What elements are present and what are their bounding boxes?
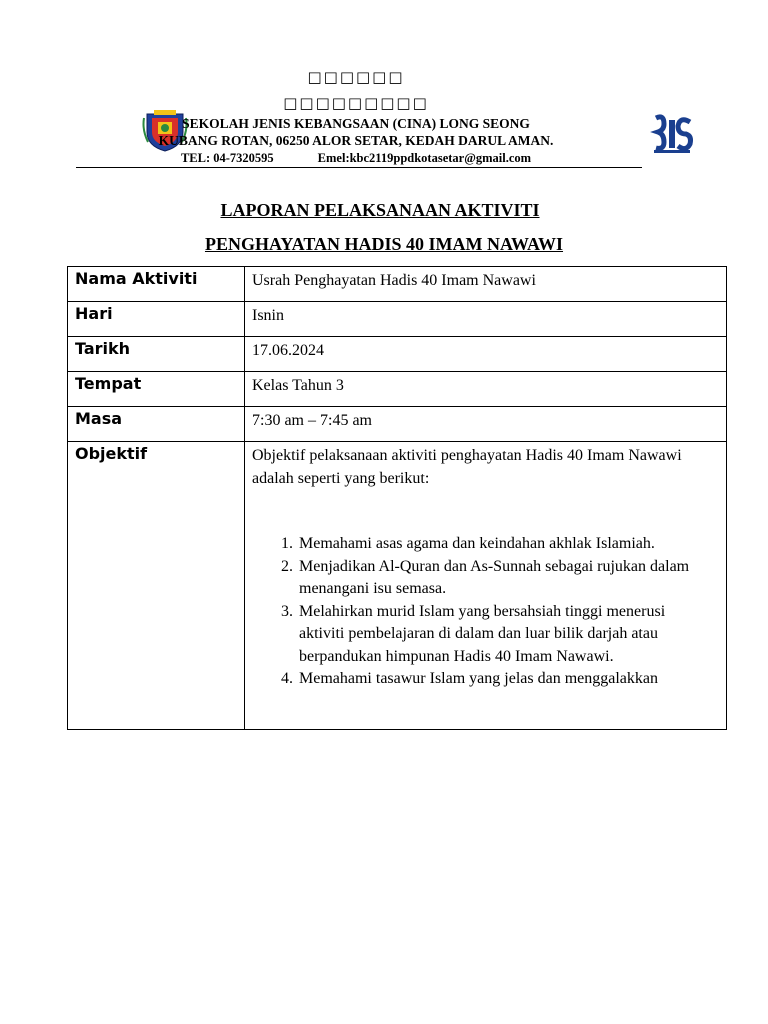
contact-line [0,150,712,166]
row-value: Usrah Penghayatan Hadis 40 Imam Nawawi [245,267,727,302]
list-item: 1. Memahami asas agama dan keindahan akhlak Islamiah. [297,533,714,556]
table-row-objective [68,442,727,730]
objective-cell [245,442,727,730]
telephone: TEL: 04-7320595 [180,151,274,165]
report-info-table [67,266,727,730]
row-label: Tempat [68,372,245,407]
list-item: 3. Melahirkan murid Islam yang bersahsiah tinggi menerusi aktiviti pembelajaran di dalam dan luar bilik darjah atau berpandukan himpunan Hadis 40 Imam Nawawi. [297,601,714,669]
row-value: 17.06.2024 [245,337,727,372]
school-name-cjk-line1: □□□□□□ [307,68,405,86]
letterhead-divider [76,167,642,168]
row-label: Hari [68,302,245,337]
ppd-badge-icon [650,112,694,156]
row-label: Tarikh [68,337,245,372]
report-title-line1: LAPORAN PELAKSANAAN AKTIVITI [220,200,540,220]
table-row [68,372,727,407]
email: Emel:kbc2119ppdkotasetar@gmail.com [317,151,532,165]
school-name: SEKOLAH JENIS KEBANGSAAN (CINA) LONG SEONG [182,116,530,131]
row-label: Nama Aktiviti [68,267,245,302]
school-name-cjk-line2: □□□□□□□□□ [283,94,429,112]
list-item: 4. Memahami tasawur Islam yang jelas dan menggalakkan [297,668,714,691]
school-address: KUBANG ROTAN, 06250 ALOR SETAR, KEDAH DARUL AMAN. [158,133,554,148]
row-label: Masa [68,407,245,442]
objective-list [252,533,726,691]
table-row [68,337,727,372]
report-title-line2: PENGHAYATAN HADIS 40 IMAM NAWAWI [204,234,564,254]
table-row [68,407,727,442]
list-item: 2. Menjadikan Al-Quran dan As-Sunnah sebagai rujukan dalam menangani isu semasa. [297,556,714,601]
row-value: Kelas Tahun 3 [245,372,727,407]
row-value: 7:30 am – 7:45 am [245,407,727,442]
table-row [68,267,727,302]
objective-intro: Objektif pelaksanaan aktiviti penghayatan Hadis 40 Imam Nawawi adalah seperti yang berikut: [252,447,682,487]
objective-label: Objektif [68,442,245,730]
row-value: Isnin [245,302,727,337]
table-row [68,302,727,337]
